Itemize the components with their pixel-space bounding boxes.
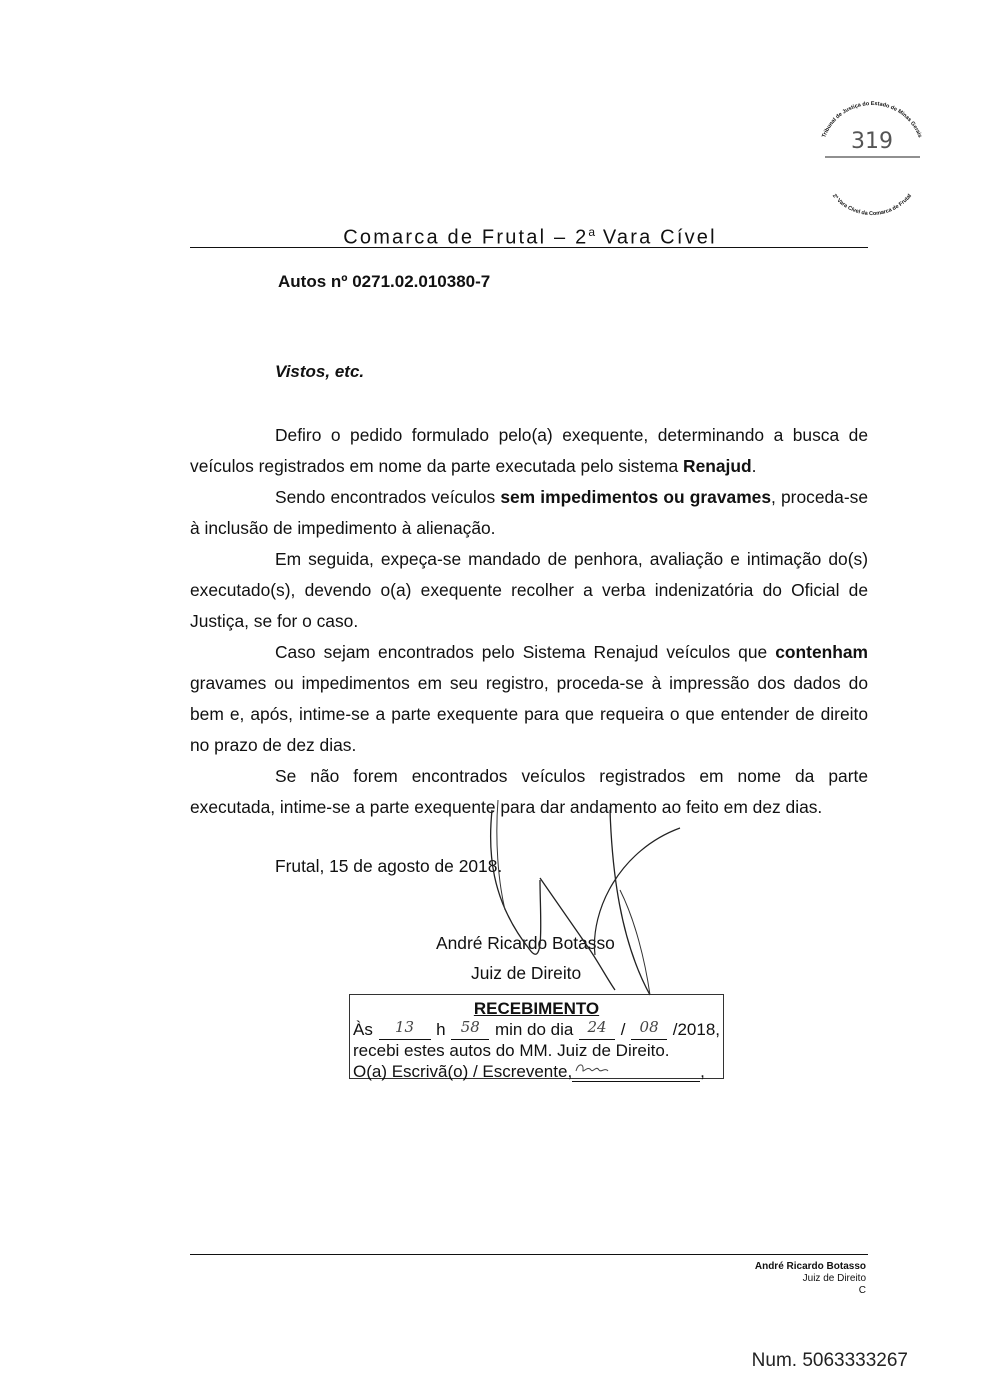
receipt-day: 24	[579, 1019, 615, 1040]
signer-role: Juiz de Direito	[471, 963, 582, 983]
greeting: Vistos, etc.	[275, 362, 365, 381]
receipt-line-1	[353, 1019, 720, 1040]
receipt-minute-label: min do dia	[494, 1020, 574, 1039]
p4-bold: contenham	[775, 642, 868, 662]
receipt-hour: 13	[379, 1019, 431, 1040]
paragraph-3: Em seguida, expeça-se mandado de penhora, avaliação e intimação do(s) executado(s), devendo o(a) exequente recolher a verba indenizatória do Oficial de Justiça, se for o caso.	[190, 549, 868, 631]
receipt-year: /2018,	[672, 1020, 720, 1039]
stamp-bottom-text: 2ª Vara Cível da Comarca de Frutal	[830, 193, 914, 218]
judge-signature	[470, 790, 700, 1020]
p2-text: Sendo encontrados veículos	[275, 487, 501, 507]
receipt-title: RECEBIMENTO	[473, 999, 600, 1018]
p2-end: , proceda-se à inclusão de impedimento à alienação.	[190, 487, 869, 538]
court-header-suffix: Vara Cível	[595, 226, 717, 249]
decision-body	[190, 420, 868, 823]
case-number: Autos nº 0271.02.010380-7	[278, 272, 491, 291]
court-header-sup: a	[588, 225, 596, 239]
stamp-page-number: 319	[851, 129, 893, 154]
court-stamp	[810, 95, 925, 220]
receipt-hour-label: h	[436, 1020, 446, 1039]
receipt-clerk-signature	[572, 1061, 700, 1082]
signer-name: André Ricardo Botasso	[436, 933, 615, 953]
p1-end: .	[751, 456, 757, 476]
clerk-initials-icon	[572, 1061, 612, 1075]
receipt-line3-end: ,	[700, 1062, 705, 1081]
footer-role: Juiz de Direito	[802, 1273, 866, 1284]
place-date: Frutal, 15 de agosto de 2018.	[275, 856, 503, 876]
paragraph-4	[190, 637, 868, 761]
court-header	[190, 225, 870, 250]
receipt-box	[349, 994, 724, 1079]
receipt-at-label: Às	[353, 1020, 373, 1039]
stamp-top-text: Tribunal de Justiça do Estado de Minas Gerais	[821, 100, 923, 139]
footer-code: C	[858, 1285, 866, 1296]
receipt-line-2: recebi estes autos do MM. Juiz de Direito.	[353, 1041, 670, 1060]
court-header-prefix: Comarca de Frutal – 2	[343, 226, 589, 249]
p1-text: Defiro o pedido formulado pelo(a) exequente, determinando a busca de veículos registrados em nome da parte executada pelo sistema	[190, 425, 868, 476]
footer-rule	[190, 1254, 868, 1255]
receipt-clerk-label: O(a) Escrivã(o) / Escrevente,	[353, 1062, 573, 1081]
header-rule	[190, 247, 868, 248]
receipt-minute: 58	[451, 1019, 489, 1040]
receipt-month: 08	[631, 1019, 667, 1040]
p2-bold: sem impedimentos ou gravames	[500, 487, 771, 507]
paragraph-2	[190, 482, 868, 544]
paragraph-5: Se não forem encontrados veículos registrados em nome da parte executada, intime-se a parte exequente para dar andamento ao feito em dez dias.	[190, 766, 868, 817]
receipt-line-3	[353, 1061, 720, 1082]
p4-text: Caso sejam encontrados pelo Sistema Renajud veículos que	[275, 642, 776, 662]
footer-name: André Ricardo Botasso	[754, 1261, 866, 1272]
receipt-sep: /	[620, 1020, 626, 1039]
paragraph-1	[190, 420, 868, 482]
p1-bold: Renajud	[683, 456, 752, 476]
document-number: Num. 5063333267	[751, 1350, 908, 1371]
p4-end: gravames ou impedimentos em seu registro, proceda-se à impressão dos dados do bem e, após, intime-se a parte exequente para que requeira o que entender de direito no prazo de dez dias.	[190, 673, 868, 755]
